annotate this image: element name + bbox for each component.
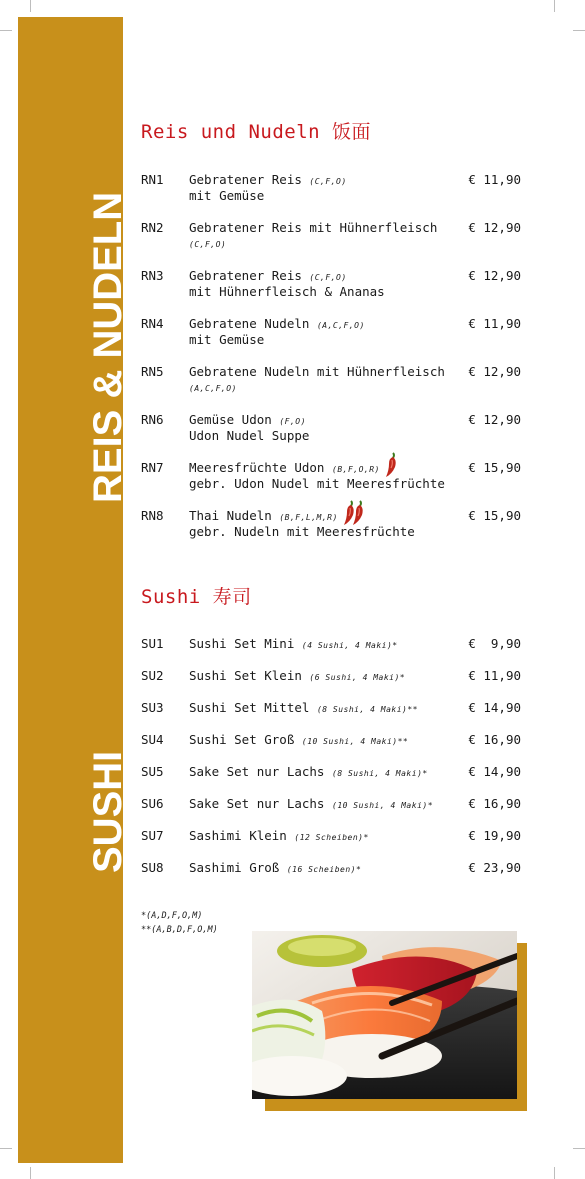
item-code: RN2 — [141, 220, 164, 235]
item-price: € 11,90 — [468, 316, 521, 331]
item-description: mit Gemüse — [189, 188, 265, 203]
item-price: € 9,90 — [468, 636, 521, 651]
item-name — [189, 828, 369, 846]
item-description: mit Gemüse — [189, 332, 265, 347]
item-detail: (4 Sushi, 4 Maki)* — [301, 641, 398, 650]
crop-mark — [573, 1148, 585, 1149]
sidebar-label-sushi: SUSHI — [86, 750, 130, 873]
item-detail: (10 Sushi, 4 Maki)* — [332, 801, 434, 810]
item-code: SU6 — [141, 796, 164, 811]
item-name-text: Sushi Set Mittel — [189, 700, 310, 715]
item-name-text: Sake Set nur Lachs — [189, 764, 325, 779]
item-name-text: Meeresfrüchte Udon — [189, 460, 325, 475]
item-name — [189, 636, 398, 654]
item-price: € 14,90 — [468, 700, 521, 715]
item-price: € 12,90 — [468, 364, 521, 379]
menu-item-rn1 — [141, 172, 521, 206]
item-name — [189, 668, 405, 686]
item-name-text: Thai Nudeln — [189, 508, 272, 523]
menu-item-rn7 — [141, 460, 521, 494]
section-title-reis-nudeln: Reis und Nudeln 饭面 — [141, 121, 372, 143]
menu-item-su4 — [141, 732, 521, 750]
item-detail: (10 Sushi, 4 Maki)** — [301, 737, 409, 746]
item-name-text: Gemüse Udon — [189, 412, 272, 427]
item-detail: (16 Scheiben)* — [286, 865, 362, 874]
menu-item-su5 — [141, 764, 521, 782]
item-detail: (8 Sushi, 4 Maki)* — [332, 769, 428, 778]
item-name — [189, 364, 445, 380]
item-name — [189, 860, 361, 878]
menu-item-rn2 — [141, 220, 521, 254]
item-price: € 23,90 — [468, 860, 521, 875]
menu-item-rn6 — [141, 412, 521, 446]
footnote-allergens-1: *(A,D,F,O,M) — [141, 911, 203, 921]
item-name-text: Gebratener Reis — [189, 268, 302, 283]
item-name-text: Gebratener Reis mit Hühnerfleisch — [189, 220, 438, 235]
item-code: SU3 — [141, 700, 164, 715]
item-name-text: Sushi Set Mini — [189, 636, 295, 651]
item-name-text: Gebratener Reis — [189, 172, 302, 187]
item-detail: (12 Scheiben)* — [294, 833, 369, 842]
item-code: SU4 — [141, 732, 164, 747]
item-price: € 11,90 — [468, 172, 521, 187]
item-allergens: (A,C,F,O) — [316, 321, 365, 330]
item-code: RN6 — [141, 412, 164, 427]
item-code: SU2 — [141, 668, 164, 683]
item-detail: (6 Sushi, 4 Maki)* — [309, 673, 406, 682]
item-detail: (8 Sushi, 4 Maki)** — [316, 705, 418, 714]
crop-mark — [573, 30, 585, 31]
item-code: SU7 — [141, 828, 164, 843]
sidebar-band — [18, 17, 130, 1163]
chili-container — [380, 460, 397, 472]
crop-mark — [554, 0, 555, 12]
menu-item-rn3 — [141, 268, 521, 302]
crop-mark — [30, 0, 31, 12]
item-price: € 16,90 — [468, 796, 521, 811]
item-code: SU5 — [141, 764, 164, 779]
item-name — [189, 764, 428, 782]
item-code: RN1 — [141, 172, 164, 187]
item-name-text: Gebratene Nudeln — [189, 316, 310, 331]
crop-mark — [0, 30, 12, 31]
item-code: RN5 — [141, 364, 164, 379]
item-description: gebr. Nudeln mit Meeresfrüchte — [189, 524, 415, 539]
item-allergens: (F,O) — [279, 417, 306, 426]
item-code: SU1 — [141, 636, 164, 651]
crop-mark — [30, 1167, 31, 1179]
item-name-text: Gebratene Nudeln mit Hühnerfleisch — [189, 364, 445, 379]
sidebar-label-reis-nudeln: REIS & NUDELN — [86, 191, 130, 503]
item-price: € 12,90 — [468, 412, 521, 427]
item-code: SU8 — [141, 860, 164, 875]
chili-pepper-icon — [384, 452, 398, 478]
sushi-photo — [252, 931, 517, 1099]
item-allergens: (C,F,O) — [309, 177, 347, 186]
item-price: € 16,90 — [468, 732, 521, 747]
item-price: € 12,90 — [468, 220, 521, 235]
menu-item-su2 — [141, 668, 521, 686]
item-description: mit Hühnerfleisch & Ananas — [189, 284, 385, 299]
item-price: € 15,90 — [468, 508, 521, 523]
footnote-allergens-2: **(A,B,D,F,O,M) — [141, 925, 218, 935]
item-price: € 11,90 — [468, 668, 521, 683]
menu-item-su3 — [141, 700, 521, 718]
item-allergens: (B,F,O,R) — [332, 465, 380, 474]
menu-item-rn5 — [141, 364, 521, 398]
item-price: € 19,90 — [468, 828, 521, 843]
item-price: € 15,90 — [468, 460, 521, 475]
item-name-text: Sushi Set Groß — [189, 732, 295, 747]
item-code: RN3 — [141, 268, 164, 283]
menu-item-rn8 — [141, 508, 521, 542]
menu-item-su6 — [141, 796, 521, 814]
sushi-photo-illustration — [252, 931, 517, 1099]
item-name-text: Sashimi Klein — [189, 828, 287, 843]
chili-pepper-icon — [351, 500, 365, 526]
item-name-text: Sashimi Groß — [189, 860, 280, 875]
menu-item-su7 — [141, 828, 521, 846]
item-code: RN4 — [141, 316, 164, 331]
crop-mark — [0, 1148, 12, 1149]
item-price: € 12,90 — [468, 268, 521, 283]
item-allergens: (C,F,O) — [309, 273, 347, 282]
item-description: gebr. Udon Nudel mit Meeresfrüchte — [189, 476, 445, 491]
item-allergens: (A,C,F,O) — [189, 384, 237, 393]
item-name — [189, 700, 418, 718]
chili-container — [338, 508, 364, 520]
item-price: € 14,90 — [468, 764, 521, 779]
item-name — [189, 732, 408, 750]
item-description: Udon Nudel Suppe — [189, 428, 310, 443]
item-name — [189, 796, 433, 814]
item-allergens: (C,F,O) — [189, 240, 227, 249]
crop-mark — [554, 1167, 555, 1179]
item-name — [189, 220, 437, 236]
menu-item-su8 — [141, 860, 521, 878]
item-allergens: (B,F,L,M,R) — [279, 513, 338, 522]
item-code: RN7 — [141, 460, 164, 475]
section-title-sushi: Sushi 寿司 — [141, 586, 252, 608]
item-name-text: Sake Set nur Lachs — [189, 796, 325, 811]
item-name-text: Sushi Set Klein — [189, 668, 302, 683]
item-code: RN8 — [141, 508, 164, 523]
menu-item-su1 — [141, 636, 521, 654]
menu-item-rn4 — [141, 316, 521, 350]
